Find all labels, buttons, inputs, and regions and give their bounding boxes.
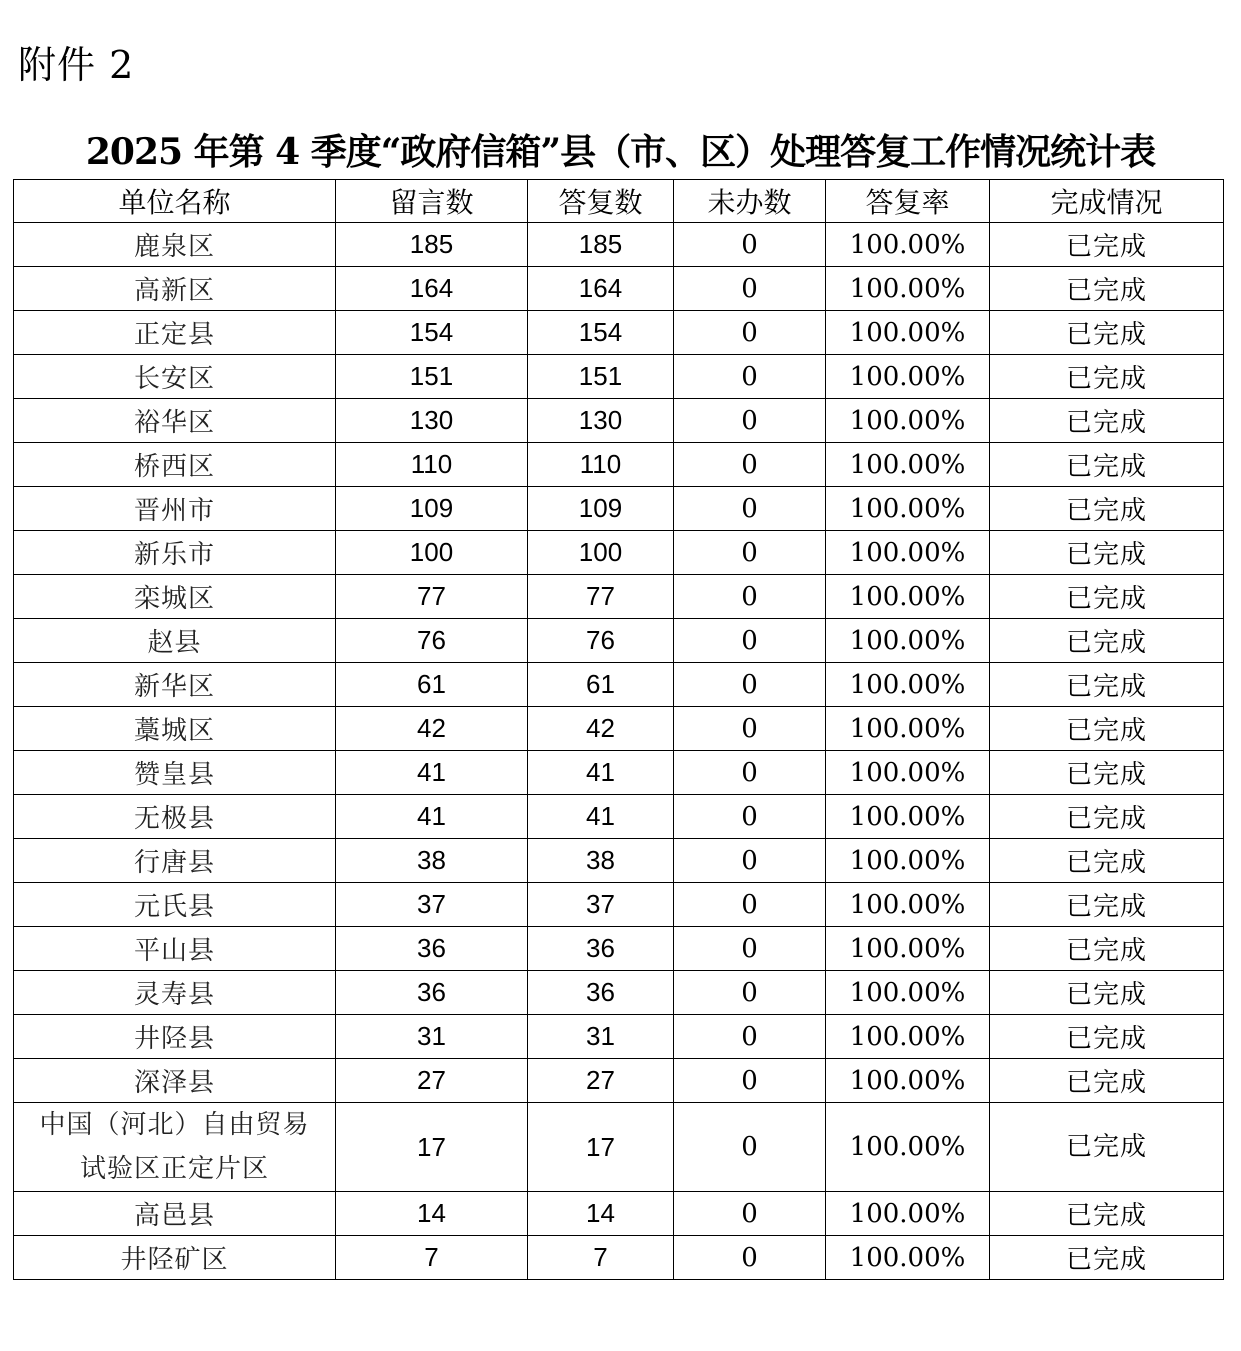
reply-rate-cell: 100.00% bbox=[826, 311, 990, 355]
unit-name: 平山县 bbox=[133, 936, 215, 966]
messages-cell: 31 bbox=[336, 1015, 528, 1059]
replies-cell: 17 bbox=[528, 1103, 674, 1192]
reply-rate-cell: 100.00% bbox=[826, 927, 990, 971]
messages-cell: 36 bbox=[336, 927, 528, 971]
replies-cell: 31 bbox=[528, 1015, 674, 1059]
status-cell: 已完成 bbox=[990, 223, 1224, 267]
unit-name-cell bbox=[14, 1192, 336, 1236]
pending-cell: 0 bbox=[674, 575, 826, 619]
pending-cell: 0 bbox=[674, 883, 826, 927]
reply-rate-cell: 100.00% bbox=[826, 971, 990, 1015]
messages-cell: 36 bbox=[336, 971, 528, 1015]
reply-rate-cell: 100.00% bbox=[826, 619, 990, 663]
table-row bbox=[14, 751, 1224, 795]
status-cell: 已完成 bbox=[990, 751, 1224, 795]
header-reply-rate: 答复率 bbox=[826, 180, 990, 223]
table-row bbox=[14, 619, 1224, 663]
unit-name: 高新区 bbox=[133, 276, 215, 306]
messages-cell: 14 bbox=[336, 1192, 528, 1236]
table-row bbox=[14, 443, 1224, 487]
replies-cell: 27 bbox=[528, 1059, 674, 1103]
reply-rate-cell: 100.00% bbox=[826, 1192, 990, 1236]
unit-name: 高邑县 bbox=[133, 1201, 215, 1231]
unit-name-cell bbox=[14, 619, 336, 663]
header-row bbox=[14, 180, 1224, 223]
attachment-label: 附件 2 bbox=[18, 43, 135, 87]
replies-cell: 185 bbox=[528, 223, 674, 267]
pending-cell: 0 bbox=[674, 487, 826, 531]
pending-cell: 0 bbox=[674, 795, 826, 839]
status-cell: 已完成 bbox=[990, 1192, 1224, 1236]
unit-name-cell bbox=[14, 751, 336, 795]
pending-cell: 0 bbox=[674, 1103, 826, 1192]
reply-rate-cell: 100.00% bbox=[826, 1103, 990, 1192]
pending-cell: 0 bbox=[674, 927, 826, 971]
status-cell: 已完成 bbox=[990, 707, 1224, 751]
reply-rate-cell: 100.00% bbox=[826, 663, 990, 707]
pending-cell: 0 bbox=[674, 267, 826, 311]
reply-rate-cell: 100.00% bbox=[826, 355, 990, 399]
table-body bbox=[14, 223, 1224, 1280]
status-cell: 已完成 bbox=[990, 355, 1224, 399]
replies-cell: 37 bbox=[528, 883, 674, 927]
replies-cell: 42 bbox=[528, 707, 674, 751]
unit-name: 深泽县 bbox=[133, 1068, 215, 1098]
status-cell: 已完成 bbox=[990, 839, 1224, 883]
table-row bbox=[14, 1015, 1224, 1059]
replies-cell: 164 bbox=[528, 267, 674, 311]
unit-name-cell bbox=[14, 663, 336, 707]
unit-name-cell bbox=[14, 355, 336, 399]
status-cell: 已完成 bbox=[990, 795, 1224, 839]
table-row bbox=[14, 311, 1224, 355]
reply-rate-cell: 100.00% bbox=[826, 795, 990, 839]
table-row bbox=[14, 707, 1224, 751]
unit-name-cell bbox=[14, 487, 336, 531]
reply-rate-cell: 100.00% bbox=[826, 223, 990, 267]
table-row bbox=[14, 927, 1224, 971]
messages-cell: 27 bbox=[336, 1059, 528, 1103]
status-cell: 已完成 bbox=[990, 531, 1224, 575]
unit-name: 新华区 bbox=[133, 672, 215, 702]
messages-cell: 38 bbox=[336, 839, 528, 883]
replies-cell: 61 bbox=[528, 663, 674, 707]
pending-cell: 0 bbox=[674, 839, 826, 883]
unit-name: 藁城区 bbox=[133, 716, 215, 746]
reply-rate-cell: 100.00% bbox=[826, 839, 990, 883]
pending-cell: 0 bbox=[674, 619, 826, 663]
table-row bbox=[14, 795, 1224, 839]
unit-name-cell bbox=[14, 399, 336, 443]
table-row bbox=[14, 267, 1224, 311]
messages-cell: 185 bbox=[336, 223, 528, 267]
pending-cell: 0 bbox=[674, 1192, 826, 1236]
header-status: 完成情况 bbox=[990, 180, 1224, 223]
unit-name-cell bbox=[14, 1103, 336, 1192]
messages-cell: 130 bbox=[336, 399, 528, 443]
messages-cell: 41 bbox=[336, 795, 528, 839]
header-unit-name: 单位名称 bbox=[14, 180, 336, 223]
replies-cell: 100 bbox=[528, 531, 674, 575]
replies-cell: 109 bbox=[528, 487, 674, 531]
table-row bbox=[14, 575, 1224, 619]
unit-name-cell bbox=[14, 223, 336, 267]
unit-name-cell bbox=[14, 1015, 336, 1059]
status-cell: 已完成 bbox=[990, 487, 1224, 531]
reply-rate-cell: 100.00% bbox=[826, 267, 990, 311]
reply-rate-cell: 100.00% bbox=[826, 399, 990, 443]
header-messages: 留言数 bbox=[336, 180, 528, 223]
status-cell: 已完成 bbox=[990, 311, 1224, 355]
status-cell: 已完成 bbox=[990, 399, 1224, 443]
unit-name-cell bbox=[14, 443, 336, 487]
messages-cell: 61 bbox=[336, 663, 528, 707]
unit-name: 中国（河北）自由贸易 bbox=[39, 1110, 310, 1140]
pending-cell: 0 bbox=[674, 1236, 826, 1280]
statistics-table bbox=[13, 179, 1224, 1280]
replies-cell: 110 bbox=[528, 443, 674, 487]
reply-rate-cell: 100.00% bbox=[826, 1015, 990, 1059]
messages-cell: 100 bbox=[336, 531, 528, 575]
status-cell: 已完成 bbox=[990, 1236, 1224, 1280]
replies-cell: 41 bbox=[528, 795, 674, 839]
pending-cell: 0 bbox=[674, 751, 826, 795]
replies-cell: 14 bbox=[528, 1192, 674, 1236]
unit-name-cell bbox=[14, 1059, 336, 1103]
table-row bbox=[14, 839, 1224, 883]
unit-name: 正定县 bbox=[133, 320, 215, 350]
unit-name: 桥西区 bbox=[133, 452, 215, 482]
unit-name: 长安区 bbox=[133, 364, 215, 394]
status-cell: 已完成 bbox=[990, 267, 1224, 311]
reply-rate-cell: 100.00% bbox=[826, 1236, 990, 1280]
unit-name: 鹿泉区 bbox=[133, 232, 215, 262]
pending-cell: 0 bbox=[674, 1059, 826, 1103]
messages-cell: 76 bbox=[336, 619, 528, 663]
table-row bbox=[14, 399, 1224, 443]
table-row bbox=[14, 531, 1224, 575]
pending-cell: 0 bbox=[674, 399, 826, 443]
unit-name: 元氏县 bbox=[133, 892, 215, 922]
status-cell: 已完成 bbox=[990, 619, 1224, 663]
reply-rate-cell: 100.00% bbox=[826, 487, 990, 531]
reply-rate-cell: 100.00% bbox=[826, 751, 990, 795]
unit-name-cell bbox=[14, 971, 336, 1015]
status-cell: 已完成 bbox=[990, 1059, 1224, 1103]
table-row bbox=[14, 663, 1224, 707]
status-cell: 已完成 bbox=[990, 443, 1224, 487]
unit-name-cell bbox=[14, 795, 336, 839]
status-cell: 已完成 bbox=[990, 883, 1224, 927]
pending-cell: 0 bbox=[674, 971, 826, 1015]
replies-cell: 38 bbox=[528, 839, 674, 883]
messages-cell: 41 bbox=[336, 751, 528, 795]
replies-cell: 36 bbox=[528, 927, 674, 971]
replies-cell: 151 bbox=[528, 355, 674, 399]
reply-rate-cell: 100.00% bbox=[826, 531, 990, 575]
unit-name: 晋州市 bbox=[133, 496, 215, 526]
table-row bbox=[14, 971, 1224, 1015]
pending-cell: 0 bbox=[674, 663, 826, 707]
unit-name-cell bbox=[14, 1236, 336, 1280]
table-row bbox=[14, 1103, 1224, 1192]
page-title: 2025 年第 4 季度“政府信箱”县（市、区）处理答复工作情况统计表 bbox=[85, 131, 1156, 173]
status-cell: 已完成 bbox=[990, 927, 1224, 971]
unit-name: 栾城区 bbox=[133, 584, 215, 614]
unit-name-cell bbox=[14, 839, 336, 883]
table-row bbox=[14, 355, 1224, 399]
table-row bbox=[14, 223, 1224, 267]
status-cell: 已完成 bbox=[990, 575, 1224, 619]
unit-name-cell bbox=[14, 267, 336, 311]
table-row bbox=[14, 487, 1224, 531]
table-row bbox=[14, 1192, 1224, 1236]
unit-name: 灵寿县 bbox=[133, 980, 215, 1010]
reply-rate-cell: 100.00% bbox=[826, 575, 990, 619]
unit-name-cell bbox=[14, 531, 336, 575]
replies-cell: 36 bbox=[528, 971, 674, 1015]
reply-rate-cell: 100.00% bbox=[826, 883, 990, 927]
header-replies: 答复数 bbox=[528, 180, 674, 223]
pending-cell: 0 bbox=[674, 443, 826, 487]
messages-cell: 42 bbox=[336, 707, 528, 751]
unit-name-cell bbox=[14, 927, 336, 971]
replies-cell: 154 bbox=[528, 311, 674, 355]
messages-cell: 109 bbox=[336, 487, 528, 531]
replies-cell: 7 bbox=[528, 1236, 674, 1280]
replies-cell: 41 bbox=[528, 751, 674, 795]
replies-cell: 77 bbox=[528, 575, 674, 619]
unit-name: 新乐市 bbox=[133, 540, 215, 570]
pending-cell: 0 bbox=[674, 1015, 826, 1059]
pending-cell: 0 bbox=[674, 223, 826, 267]
unit-name-cell bbox=[14, 883, 336, 927]
replies-cell: 130 bbox=[528, 399, 674, 443]
unit-name: 赵县 bbox=[147, 628, 202, 658]
pending-cell: 0 bbox=[674, 311, 826, 355]
messages-cell: 151 bbox=[336, 355, 528, 399]
unit-name: 行唐县 bbox=[133, 848, 215, 878]
unit-name: 无极县 bbox=[133, 804, 215, 834]
messages-cell: 37 bbox=[336, 883, 528, 927]
messages-cell: 110 bbox=[336, 443, 528, 487]
replies-cell: 76 bbox=[528, 619, 674, 663]
unit-name: 赞皇县 bbox=[133, 760, 215, 790]
unit-name-cell bbox=[14, 311, 336, 355]
unit-name-cell bbox=[14, 707, 336, 751]
table-row bbox=[14, 883, 1224, 927]
pending-cell: 0 bbox=[674, 531, 826, 575]
table-row bbox=[14, 1059, 1224, 1103]
messages-cell: 154 bbox=[336, 311, 528, 355]
reply-rate-cell: 100.00% bbox=[826, 707, 990, 751]
status-cell: 已完成 bbox=[990, 1103, 1224, 1192]
reply-rate-cell: 100.00% bbox=[826, 1059, 990, 1103]
pending-cell: 0 bbox=[674, 355, 826, 399]
messages-cell: 7 bbox=[336, 1236, 528, 1280]
messages-cell: 17 bbox=[336, 1103, 528, 1192]
header-pending: 未办数 bbox=[674, 180, 826, 223]
messages-cell: 164 bbox=[336, 267, 528, 311]
unit-name: 井陉矿区 bbox=[120, 1245, 229, 1275]
unit-name-cell bbox=[14, 575, 336, 619]
status-cell: 已完成 bbox=[990, 1015, 1224, 1059]
reply-rate-cell: 100.00% bbox=[826, 443, 990, 487]
status-cell: 已完成 bbox=[990, 663, 1224, 707]
unit-name: 井陉县 bbox=[133, 1024, 215, 1054]
unit-name: 裕华区 bbox=[133, 408, 215, 438]
messages-cell: 77 bbox=[336, 575, 528, 619]
status-cell: 已完成 bbox=[990, 971, 1224, 1015]
table-row bbox=[14, 1236, 1224, 1280]
unit-name-line2: 试验区正定片区 bbox=[79, 1154, 269, 1184]
pending-cell: 0 bbox=[674, 707, 826, 751]
